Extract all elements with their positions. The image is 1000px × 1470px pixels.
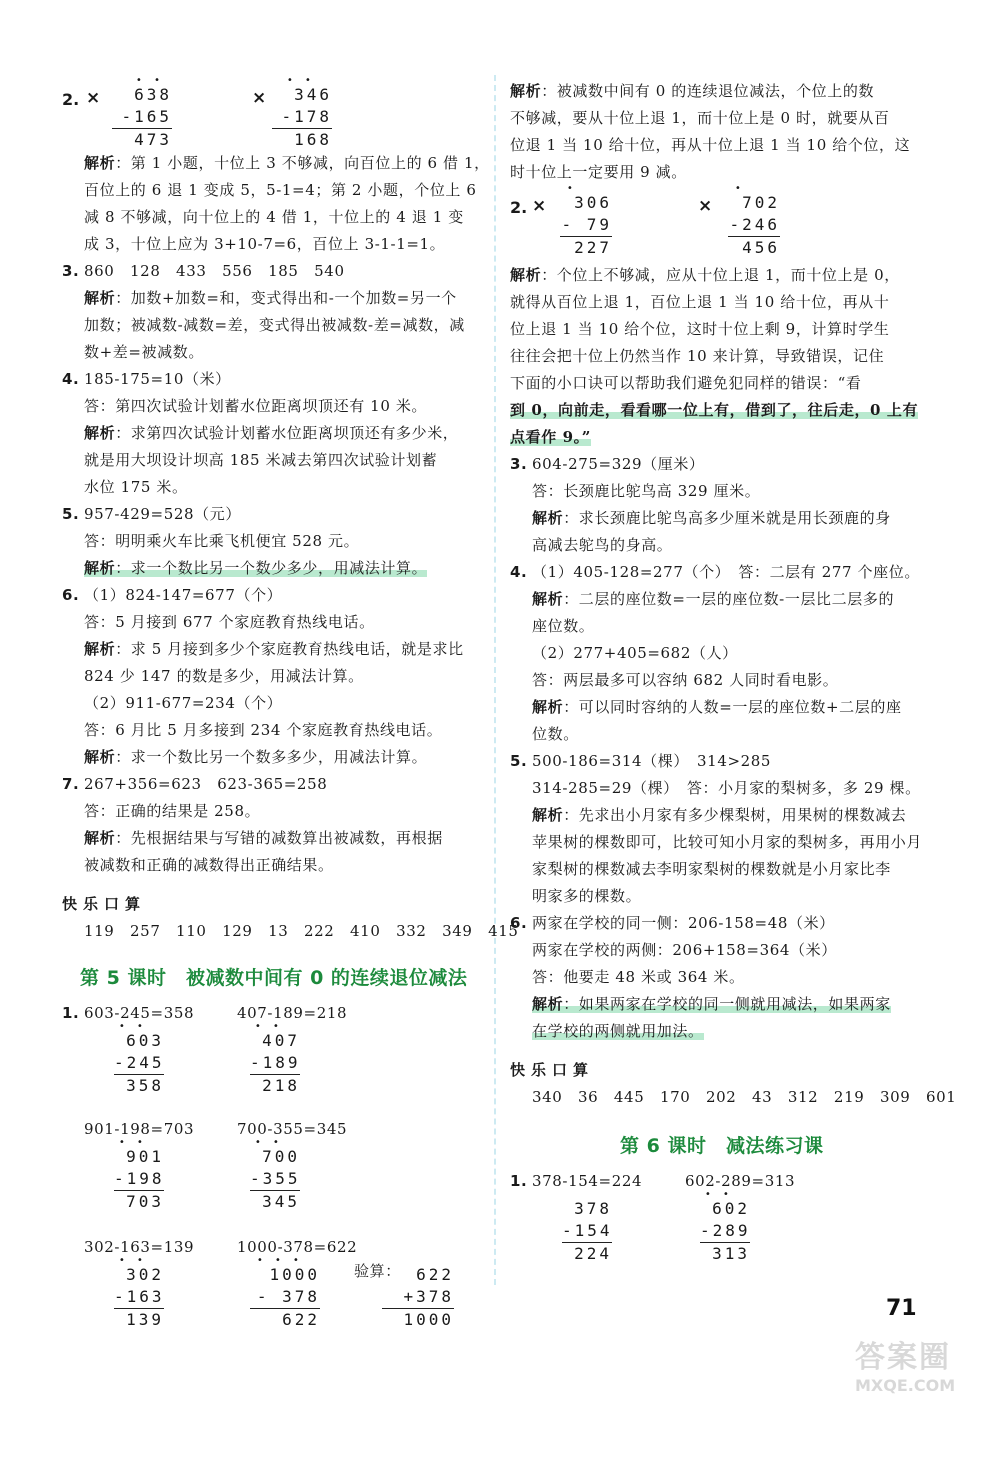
explanation-line: 解析：先根据结果与写错的减数算出被减数，再根据 (84, 829, 443, 847)
wrong-mark-icon: × (252, 88, 267, 108)
answer-sentence: 答：6 月比 5 月多接到 234 个家庭教育热线电话。 (84, 721, 443, 739)
explanation-line: 解析：如果两家在学校的同一侧就用减法，如果两家 (532, 995, 891, 1013)
answer-line: 3. 860 128 433 556 185 540 (62, 262, 345, 280)
explanation-line: 座位数。 (532, 617, 595, 635)
equation: 901-198=703 (84, 1120, 195, 1138)
explanation-line: 解析：求长颈鹿比鸵鸟高多少厘米就是用长颈鹿的身 (532, 509, 891, 527)
watermark-logo: 答案圈 MXQE.COM (855, 1340, 956, 1395)
answer-line: 7. 267+356=623 623-365=258 (62, 775, 328, 793)
result: 473 (134, 130, 172, 149)
equation: 602-289=313 (685, 1172, 796, 1190)
explanation-line: 位退 1 当 10 给十位，再从十位上退 1 当 10 给个位，这 (510, 136, 911, 154)
kuaile-answers: 340 36 445 170 202 43 312 219 309 601 (532, 1088, 957, 1106)
explanation-line: 苹果树的棵数即可，比较可知小月家的梨树多，再用小月 (532, 833, 923, 851)
answer-sentence: 答：5 月接到 677 个家庭教育热线电话。 (84, 613, 375, 631)
column-divider (494, 75, 496, 1285)
vertical-calc: • • 603 -245 358 (114, 1021, 165, 1095)
page-number: 71 (886, 1296, 917, 1321)
explanation-line: 不够减，要从十位上退 1，而十位上是 0 时，就要从百 (510, 109, 890, 127)
check-label: 验算： (354, 1262, 401, 1280)
explanation-line: 明家多的棵数。 (532, 887, 642, 905)
answer-sentence: 答：第四次试验计划蓄水位距离坝顶还有 10 米。 (84, 397, 428, 415)
answer-line: （2）277+405=682（人） (532, 644, 738, 662)
explanation-line: 解析：个位上不够减，应从十位上退 1，而十位上是 0， (510, 266, 900, 284)
minuend: 346 (294, 85, 332, 104)
explanation-line: 解析：二层的座位数=一层的座位数-一层比二层多的 (532, 590, 895, 608)
explanation-line: 下面的小口诀可以帮助我们避免犯同样的错误：“看 (510, 374, 862, 392)
subtrahend: -165 (112, 106, 172, 129)
answer-sentence: 答：两层最多可以容纳 682 人同时看电影。 (532, 671, 839, 689)
explanation-line: 数+差=被减数。 (84, 343, 204, 361)
answer-line: 6. 两家在学校的同一侧：206-158=48（米） (510, 914, 835, 932)
explanation-line: 824 少 147 的数是多少，用减法计算。 (84, 667, 364, 685)
equation: 302-163=139 (84, 1238, 195, 1256)
explanation-line: 解析：第 1 小题，十位上 3 不够减，向百位上的 6 借 1， (84, 154, 490, 172)
answer-line: 两家在学校的两侧：206+158=364（米） (532, 941, 837, 959)
explanation-line: 水位 175 米。 (84, 478, 188, 496)
kuaile-title: 快乐口算 (62, 895, 147, 913)
answer-sentence: 答：明明乘火车比乘飞机便宜 528 元。 (84, 532, 360, 550)
equation: 1000-378=622 (237, 1238, 358, 1256)
vertical-calc: • • 700 -355 345 (250, 1137, 301, 1211)
explanation-line: 解析：被减数中间有 0 的连续退位减法，个位上的数 (510, 82, 875, 100)
question-number: 2. (62, 90, 80, 109)
mnemonic-line: 点看作 9。” (510, 428, 591, 446)
s6-q1-block (510, 1168, 930, 1278)
mnemonic-line: 到 0，向前走，看看哪一位上有，借到了，往后走，0 上有 (510, 401, 919, 419)
vertical-calc: • • 602 -289 313 (700, 1189, 751, 1263)
answer-line: 4. 185-175=10（米） (62, 370, 231, 388)
q2-vertical-calcs (62, 75, 482, 150)
explanation-line: 解析：求 5 月接到多少个家庭教育热线电话，就是求比 (84, 640, 464, 658)
vertical-calc: • • 901 -198 703 (114, 1137, 165, 1211)
q2-vertical-calcs: 2. × • 306 - 79 227 × • 702 -246 456 (510, 183, 780, 257)
explanation-line: 往往会把十位上仍然当作 10 来计算，导致错误，记住 (510, 347, 885, 365)
explanation-line: 解析：加数+加数=和，变式得出和-一个加数=另一个 (84, 289, 457, 307)
vertical-calc: • 306 - 79 227 (561, 183, 612, 257)
vertical-calc: • 702 -246 456 (729, 183, 780, 257)
explanation-line: 解析：求第四次试验计划蓄水位距离坝顶还有多少米， (84, 424, 459, 442)
borrow-dots: • • (286, 75, 332, 86)
explanation-line: 成 3，十位上应为 3+10-7=6，百位上 3-1-1=1。 (84, 235, 446, 253)
answer-line: 5. 500-186=314（棵） 314>285 (510, 752, 772, 770)
explanation-line: 被减数和正确的减数得出正确结果。 (84, 856, 334, 874)
answer-line: 3. 604-275=329（厘米） (510, 455, 705, 473)
vertical-calc (272, 75, 332, 151)
vertical-calc: • • 302 -163 139 (114, 1255, 165, 1329)
result: 168 (294, 130, 332, 149)
explanation-line: 家梨树的棵数减去李明家梨树的棵数就是小月家比李 (532, 860, 891, 878)
explanation-line: 就是用大坝设计坝高 185 米减去第四次试验计划蓄 (84, 451, 438, 469)
kuaile-answers: 119 257 110 129 13 222 410 332 349 415 (84, 922, 519, 940)
section-title: 第 5 课时 被减数中间有 0 的连续退位减法 (80, 967, 468, 989)
explanation-line: 在学校的两侧就用加法。 (532, 1022, 704, 1040)
s5-q1-block (62, 1000, 482, 1470)
vertical-calc (112, 75, 172, 151)
answer-sentence: 答：他要走 48 米或 364 米。 (532, 968, 745, 986)
answer-line: 6. （1）824-147=677（个） (62, 586, 283, 604)
borrow-dots: • • (126, 75, 172, 86)
equation: 700-355=345 (237, 1120, 348, 1138)
subtrahend: -178 (272, 106, 332, 129)
answer-line: （2）911-677=234（个） (84, 694, 283, 712)
wrong-mark-icon: × (698, 196, 713, 216)
explanation-line: 百位上的 6 退 1 变成 5，5-1=4；第 2 小题，个位上 6 (84, 181, 477, 199)
kuaile-title: 快乐口算 (510, 1061, 595, 1079)
explanation-line: 减 8 不够减，向十位上的 4 借 1，十位上的 4 退 1 变 (84, 208, 464, 226)
vertical-calc: 378 -154 224 (562, 1199, 613, 1263)
answer-line: 4. （1）405-128=277（个） 答：二层有 277 个座位。 (510, 563, 920, 581)
explanation-label: 解析 (84, 154, 116, 172)
explanation-line: 位数。 (532, 725, 579, 743)
right-column (510, 78, 957, 1278)
section-title: 第 6 课时 减法练习课 (620, 1135, 824, 1157)
wrong-mark-icon: × (86, 88, 101, 108)
explanation-line: 高减去鸵鸟的身高。 (532, 536, 673, 554)
vertical-calc-check: 622 +378 1000 (382, 1258, 454, 1331)
explanation-line: 时十位上一定要用 9 减。 (510, 163, 687, 181)
answer-line: 314-285=29（棵） 答：小月家的梨树多，多 29 棵。 (532, 779, 921, 797)
explanation-line: 就得从百位上退 1，百位上退 1 当 10 给十位，再从十 (510, 293, 890, 311)
equation: 407-189=218 (237, 1004, 348, 1022)
equation: 1. 603-245=358 (62, 1004, 195, 1022)
answer-sentence: 答：长颈鹿比鸵鸟高 329 厘米。 (532, 482, 761, 500)
explanation-line: 解析：可以同时容纳的人数=一层的座位数+二层的座 (532, 698, 902, 716)
vertical-calc: • • • 1000 - 378 622 (250, 1258, 320, 1331)
minuend: 638 (134, 85, 172, 104)
vertical-calc: • • 407 -189 218 (250, 1021, 301, 1095)
equation: 1. 378-154=224 (510, 1172, 643, 1190)
explanation-line: 位上退 1 当 10 给个位，这时十位上剩 9，计算时学生 (510, 320, 890, 338)
wrong-mark-icon: × (532, 196, 547, 216)
explanation-line: 解析：求一个数比另一个数少多少，用减法计算。 (84, 559, 428, 577)
explanation-line: 解析：先求出小月家有多少棵梨树，用果树的棵数减去 (532, 806, 907, 824)
explanation-line: 解析：求一个数比另一个数多多少，用减法计算。 (84, 748, 428, 766)
left-column (62, 75, 519, 1470)
answer-line: 5. 957-429=528（元） (62, 505, 241, 523)
answer-sentence: 答：正确的结果是 258。 (84, 802, 261, 820)
explanation-line: 加数；被减数-减数=差，变式得出被减数-差=减数，减 (84, 316, 465, 334)
